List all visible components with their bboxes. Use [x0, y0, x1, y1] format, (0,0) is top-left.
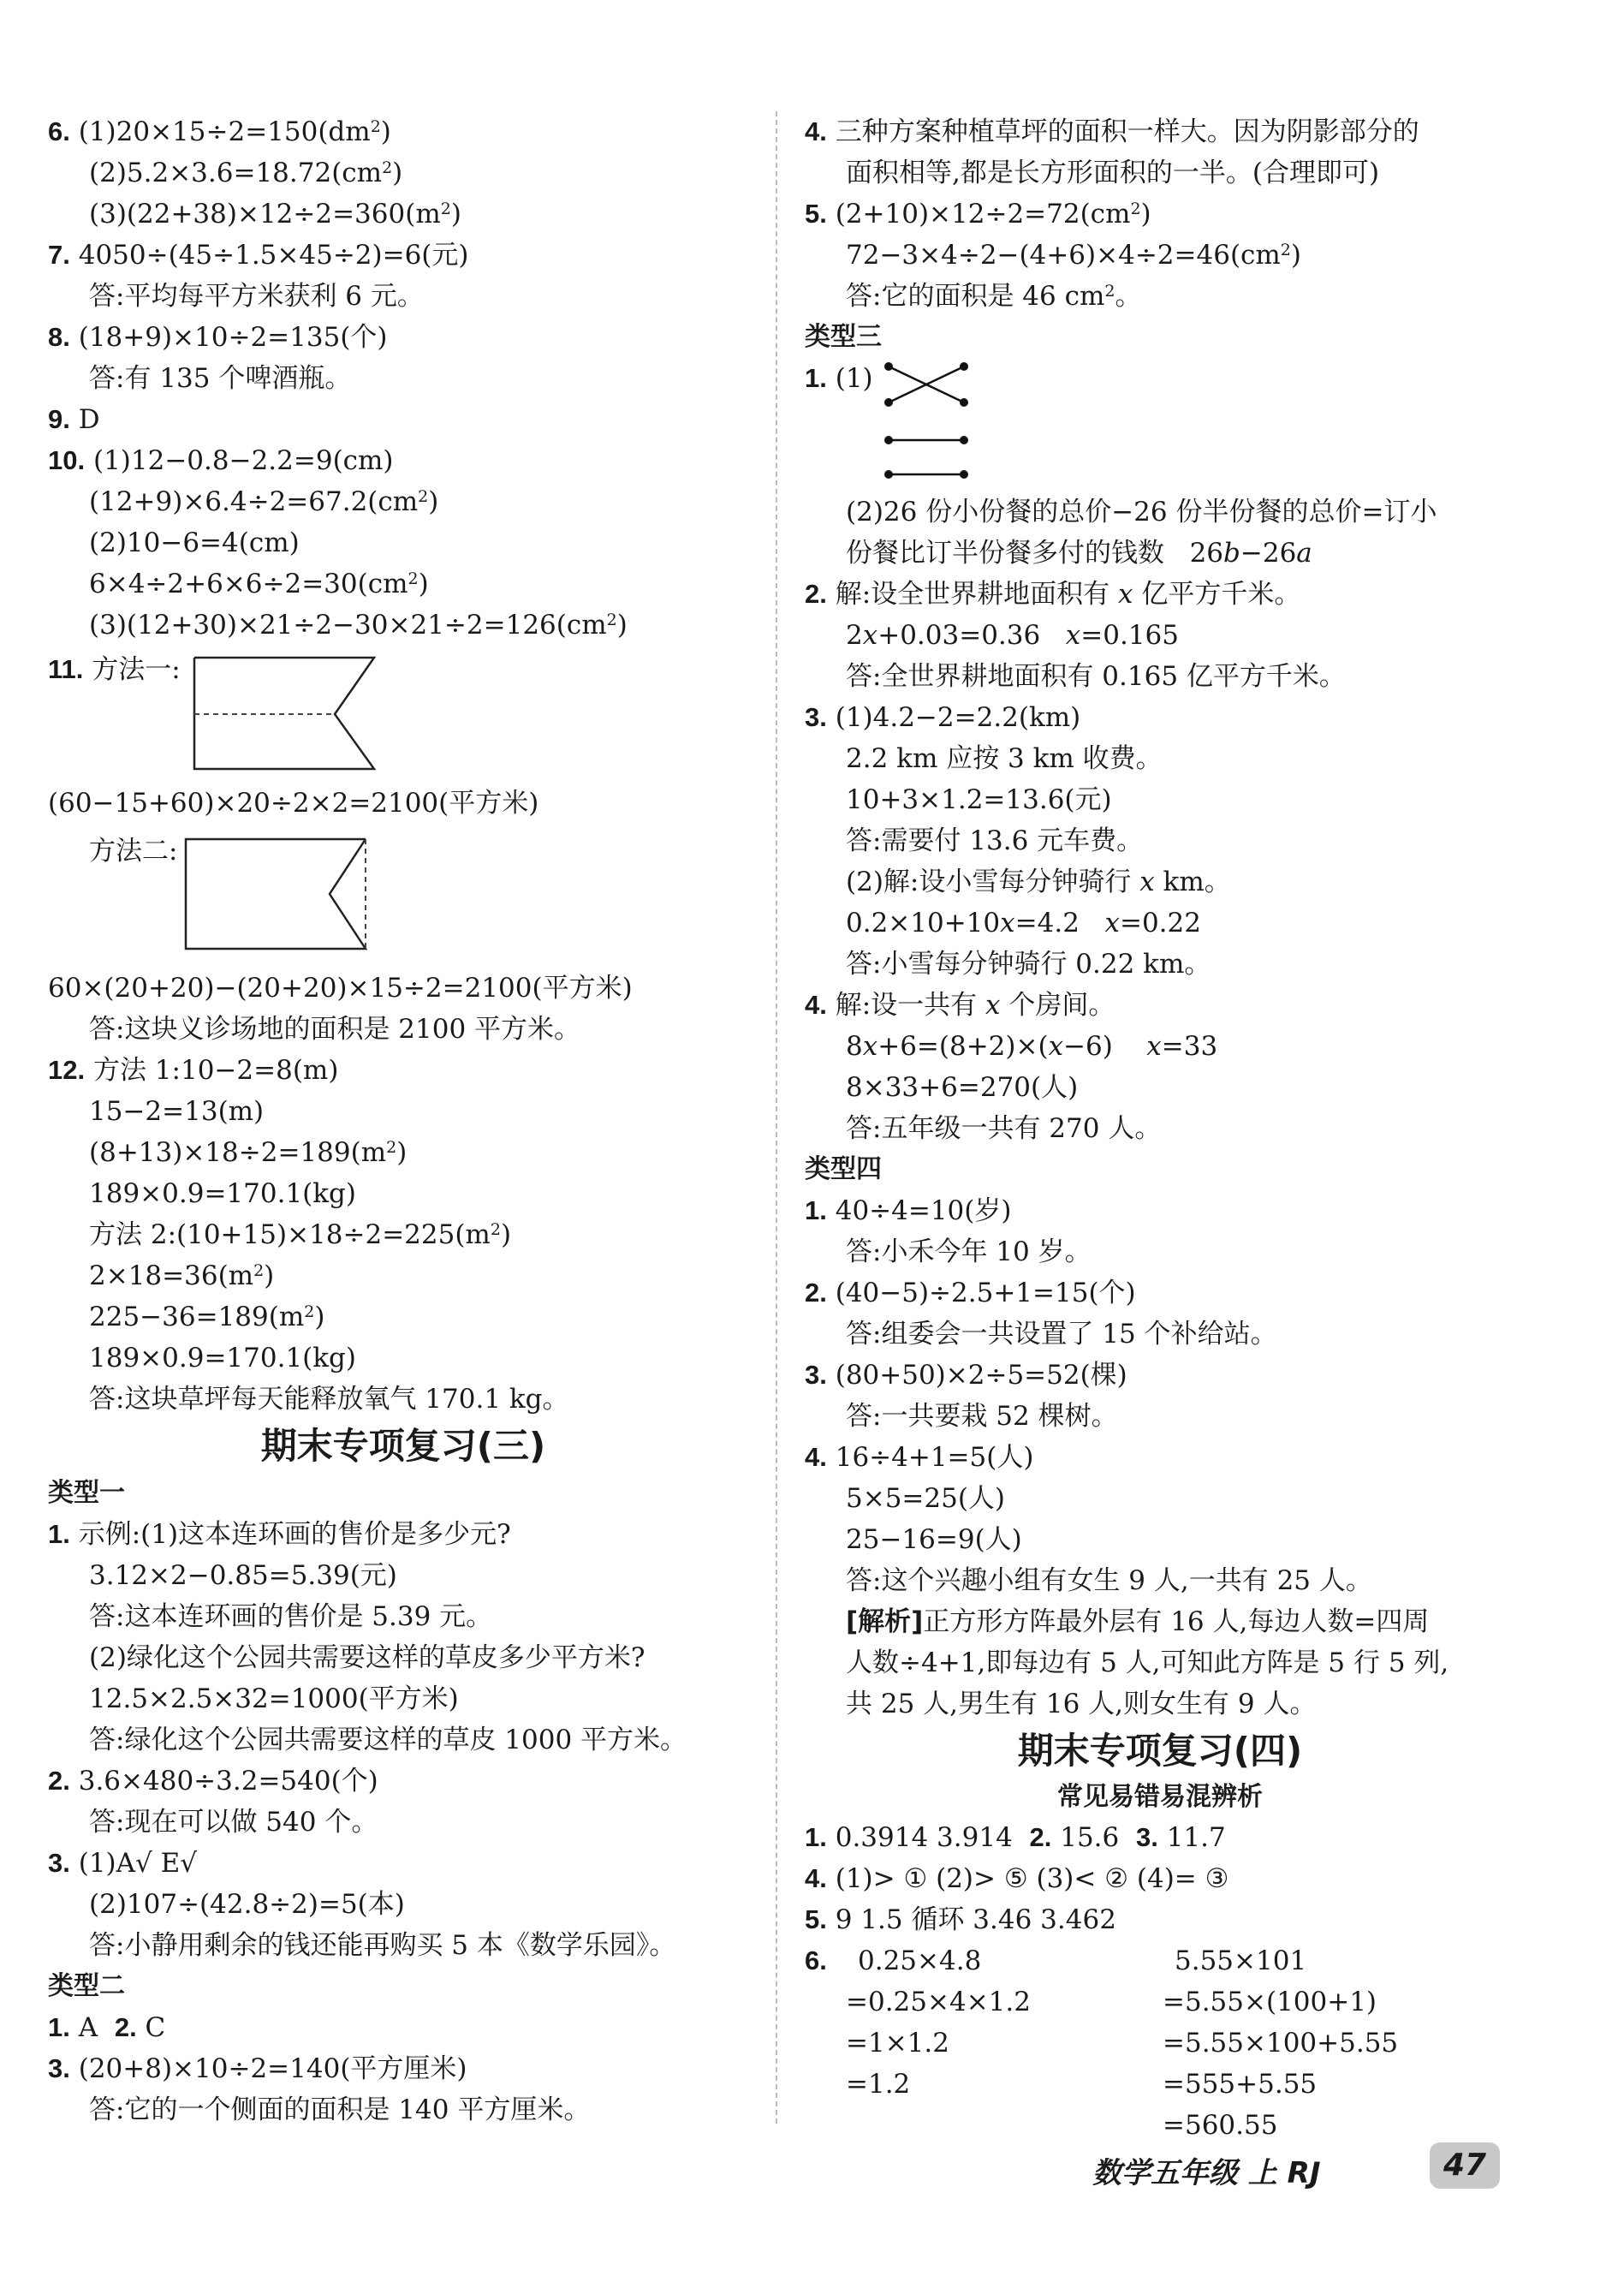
q11-method2: 方法二:: [48, 831, 758, 959]
rq4-line2: 面积相等,都是长方形面积的一半。(合理即可): [846, 158, 1380, 188]
t3q2-answer: 答:全世界耕地面积有 0.165 亿平方千米。: [846, 661, 1346, 692]
calc-b-4: =560.55: [1163, 2110, 1278, 2141]
q11-figure2: [182, 834, 371, 954]
calc-b-3: =555+5.55: [1163, 2069, 1318, 2100]
left-column: [48, 111, 758, 2130]
t4q1-line1: 1. 40÷4=10(岁): [805, 1195, 1012, 1226]
t4q3-answer: 答:一共要栽 52 棵树。: [846, 1401, 1118, 1432]
calc-a-3: =1.2: [846, 2069, 911, 2100]
q12-line5: 方法 $2:(10+15)\times 18\div 2=225(m^2)$: [89, 1219, 512, 1250]
q6-line2: $(2)5.2\times 3.6=18.72(cm^2)$: [89, 158, 403, 188]
right-column: [805, 111, 1515, 2146]
q12-line2: 15−2=13(m): [89, 1096, 265, 1127]
t2q3-line1: 3. (20+8)×10÷2=140(平方厘米): [48, 2053, 467, 2084]
t3q1-matching-figure: [880, 358, 991, 486]
s4-row6-grid: [846, 1940, 1471, 2146]
calc-a-empty: [846, 2105, 1163, 2146]
t3q4-answer: 答:五年级一共有 270 人。: [846, 1113, 1162, 1144]
type1-heading: 类型一: [48, 1479, 125, 1507]
footer-book-label: 数学五年级 上 RJ: [1092, 2156, 1321, 2190]
calc-a-2: =1×1.2: [846, 2028, 949, 2059]
t3q1-matching: 1. (1): [805, 358, 1515, 486]
q7-answer: 答:平均每平方米获利 6 元。: [89, 281, 424, 312]
q12-line6: $2\times 18=36(m^2)$: [89, 1260, 275, 1291]
q10-line3: (2)10−6=4(cm): [89, 527, 300, 558]
q6-line3: $(3)(22+38)\times 12\div 2=360(m^2)$: [89, 199, 461, 229]
q10-line2: $(12+9)\times 6.4\div 2=67.2(cm^2)$: [89, 486, 439, 517]
t4q4-line2: 5×5=25(人): [846, 1483, 1006, 1514]
t4q1-answer: 答:小禾今年 10 岁。: [846, 1236, 1092, 1267]
t1q2-line1: 2. 3.6×480÷3.2=540(个): [48, 1766, 378, 1796]
q11-answer: 答:这块义诊场地的面积是 2100 平方米。: [89, 1014, 581, 1045]
t4q2-line1: 2. (40−5)÷2.5+1=15(个): [805, 1278, 1136, 1308]
t4q3-line1: 3. (80+50)×2÷5=52(棵): [805, 1360, 1127, 1391]
t1q3-answer: 答:小静用剩余的钱还能再购买 5 本《数学乐园》。: [89, 1930, 676, 1961]
t3q1-line3: 份餐比订半份餐多付的钱数 26b−26a: [846, 538, 1312, 569]
calc-a-1: =0.25×4×1.2: [846, 1987, 1031, 2017]
calc-b-0: 5.55×101: [1175, 1945, 1307, 1976]
t4q4-answer: 答:这个兴趣小组有女生 9 人,一共有 25 人。: [846, 1565, 1372, 1596]
s4-row4: 4. (1)> ① (2)> ⑤ (3)< ② (4)= ③: [805, 1863, 1229, 1894]
t4q4-line1: 4. 16÷4+1=5(人): [805, 1442, 1034, 1473]
t1q1-line1: 1. 示例:(1)这本连环画的售价是多少元?: [48, 1519, 511, 1550]
t3q4-line1: 4. 解:设一共有 x 个房间。: [805, 990, 1115, 1021]
t3q3-line3: 10+3×1.2=13.6(元): [846, 784, 1112, 815]
type4-heading: 类型四: [805, 1155, 882, 1183]
q12-line1: 12. 方法 1:10−2=8(m): [48, 1055, 339, 1086]
section-subtitle-4: 常见易错易混辨析: [1057, 1782, 1263, 1812]
section-title-3: 期末专项复习(三): [260, 1425, 546, 1467]
calc-b-2: =5.55×100+5.55: [1163, 2028, 1399, 2059]
q10-line4: $6\times 4\div 2+6\times 6\div 2=30(cm^2)$: [89, 569, 429, 599]
calc-b-1: =5.55×(100+1): [1163, 1987, 1377, 2017]
q12-answer: 答:这块草坪每天能释放氧气 170.1 kg。: [89, 1384, 569, 1415]
t3q3-line1: 3. (1)4.2−2=2.2(km): [805, 702, 1081, 733]
q9-line1: 9. D: [48, 404, 100, 435]
t4q4-analysis-line3: 共 25 人,男生有 16 人,则女生有 9 人。: [846, 1689, 1317, 1719]
q12-line3: $(8+13)\times 18\div 2=189(m^2)$: [89, 1137, 407, 1168]
t2q3-answer: 答:它的一个侧面的面积是 140 平方厘米。: [89, 2094, 591, 2125]
s4-row6: [805, 1940, 1515, 2146]
rq5-line2: $72-3\times 4\div 2-(4+6)\times 4\div 2=46(cm^2)$: [846, 240, 1301, 271]
t1q1-line4: (2)绿化这个公园共需要这样的草皮多少平方米?: [89, 1642, 645, 1673]
s4-row1: 1. 0.3914 3.914 2. 15.6 3. 11.7: [805, 1822, 1226, 1853]
t1q3-line1: 3. (1)A√ E√: [48, 1848, 198, 1879]
t4q2-answer: 答:组委会一共设置了 15 个补给站。: [846, 1319, 1277, 1350]
type3-heading: 类型三: [805, 323, 882, 351]
s4-row5: 5. 9 1.5 循环 3.46 3.462: [805, 1904, 1116, 1935]
calc-a-0: 0.25×4.8: [858, 1945, 982, 1976]
q6-line1: 6. $(1)20\times 15\div 2=150(dm^2)$: [48, 116, 391, 147]
q8-answer: 答:有 135 个啤酒瓶。: [89, 363, 352, 394]
t1q2-answer: 答:现在可以做 540 个。: [89, 1807, 378, 1838]
q11-method2-calc: 60×(20+20)−(20+20)×15÷2=2100(平方米): [48, 973, 633, 1004]
t3q3-answer: 答:小雪每分钟骑行 0.22 km。: [846, 949, 1211, 980]
q12-line8: 189×0.9=170.1(kg): [89, 1343, 356, 1373]
type2-heading: 类型二: [48, 1972, 125, 2000]
t3q3-line6: 0.2×10+10x=4.2 x=0.22: [846, 908, 1201, 938]
rq4-line1: 4. 三种方案种植草坪的面积一样大。因为阴影部分的: [805, 116, 1419, 147]
t4q4-analysis-line2: 人数÷4+1,即每边有 5 人,可知此方阵是 5 行 5 列,: [846, 1647, 1449, 1678]
t1q1-line3: 答:这本连环画的售价是 5.39 元。: [89, 1601, 493, 1632]
t1q1-line2: 3.12×2−0.85=5.39(元): [89, 1560, 397, 1591]
column-divider: [776, 111, 777, 2124]
q12-line7: $225-36=189(m^2)$: [89, 1302, 325, 1332]
s4-row6-num: 6.: [805, 1945, 827, 1975]
page-number: 47: [1430, 2142, 1500, 2189]
t1q3-line2: (2)107÷(42.8÷2)=5(本): [89, 1889, 405, 1920]
t3q3-line2: 2.2 km 应按 3 km 收费。: [846, 743, 1163, 774]
t3q2-line1: 2. 解:设全世界耕地面积有 x 亿平方千米。: [805, 579, 1301, 610]
q7-line1: 7. 4050÷(45÷1.5×45÷2)=6(元): [48, 240, 469, 271]
rq5-answer: 答:它的面积是 46 $cm^2$。: [846, 281, 1142, 312]
t3q4-line2: 8x+6=(8+2)×(x−6) x=33: [846, 1031, 1218, 1062]
t4q4-analysis-line1: [解析]正方形方阵最外层有 16 人,每边人数=四周: [846, 1606, 1430, 1637]
q11-method1-calc: (60−15+60)×20÷2×2=2100(平方米): [48, 788, 539, 819]
q10-line5: $(3)(12+30)\times 21\div 2-30\times 21\div 2=126(cm^2)$: [89, 610, 628, 641]
q11-method1: 11. 方法一:: [48, 649, 758, 778]
t3q3-line5: (2)解:设小雪每分钟骑行 x km。: [846, 867, 1231, 897]
t2q1-q2: 1. A 2. C: [48, 2012, 166, 2043]
t3q1-line2: (2)26 份小份餐的总价−26 份半份餐的总价=订小: [846, 497, 1437, 527]
t1q1-line6: 答:绿化这个公园共需要这样的草皮 1000 平方米。: [89, 1725, 687, 1755]
rq5-line1: 5. $(2+10)\times 12\div 2=72(cm^2)$: [805, 199, 1151, 229]
t1q1-line5: 12.5×2.5×32=1000(平方米): [89, 1683, 459, 1714]
q10-line1: 10. (1)12−0.8−2.2=9(cm): [48, 445, 394, 476]
section-title-4: 期末专项复习(四): [1017, 1730, 1303, 1772]
q8-line1: 8. (18+9)×10÷2=135(个): [48, 322, 388, 353]
t3q3-line4: 答:需要付 13.6 元车费。: [846, 825, 1144, 856]
t3q4-line3: 8×33+6=270(人): [846, 1072, 1079, 1103]
t4q4-line3: 25−16=9(人): [846, 1524, 1022, 1555]
q11-figure1: [191, 652, 379, 772]
t3q2-line2: 2x+0.03=0.36 x=0.165: [846, 620, 1179, 651]
q12-line4: 189×0.9=170.1(kg): [89, 1178, 356, 1209]
